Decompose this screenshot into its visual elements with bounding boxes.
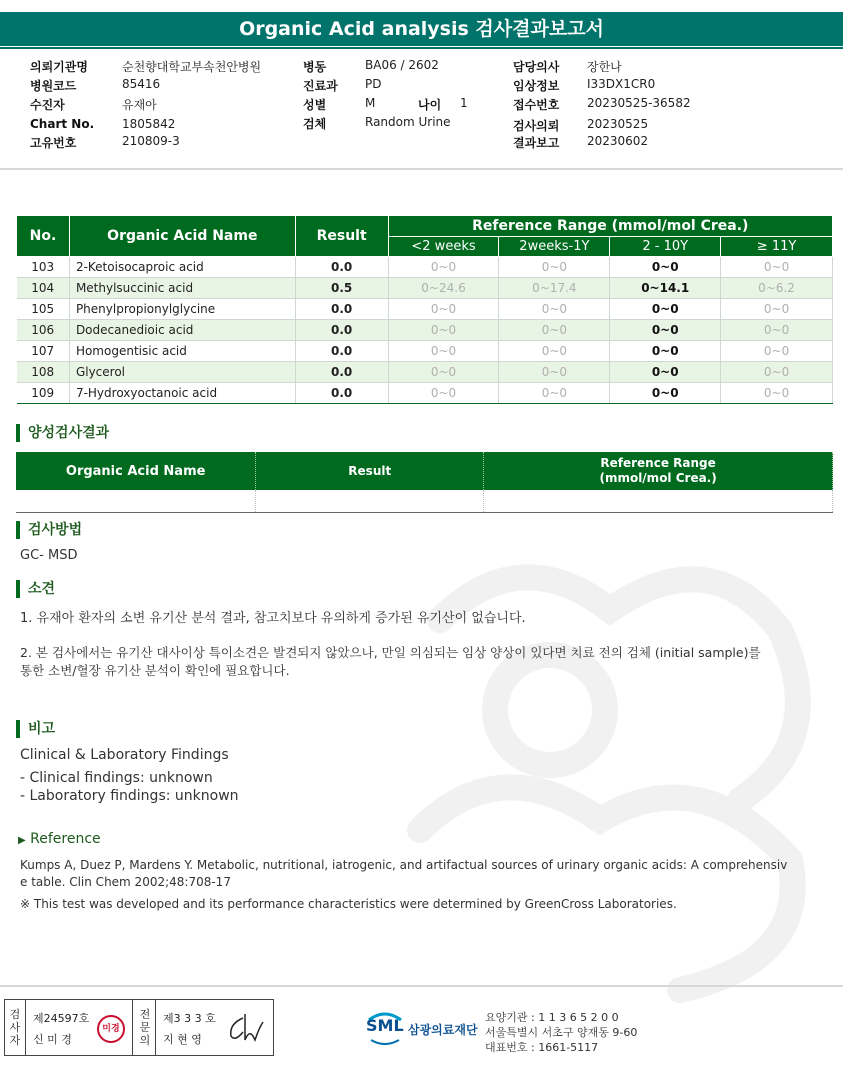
reference-citation-b: e table. Clin Chem 2002;48:708-17 — [20, 875, 231, 889]
examiner-seal — [97, 1015, 125, 1043]
row-ref: 0~0 — [499, 383, 610, 404]
opinion-line1: 1. 유재아 환자의 소변 유기산 분석 결과, 참고치보다 유의하게 증가된 유기산이 없습니다. — [20, 611, 526, 626]
row-ref: 0~0 — [610, 257, 721, 278]
specialist-name: 지 현 영 — [163, 1033, 202, 1046]
phone: 대표번호 : 1661-5117 — [485, 1041, 599, 1054]
row-ref: 0~0 — [610, 341, 721, 362]
row-ref: 0~0 — [610, 362, 721, 383]
row-ref: 0~0 — [499, 341, 610, 362]
footer-separator — [0, 985, 843, 987]
watermark-graphic — [380, 500, 840, 1020]
label-specimen: 검체 — [303, 117, 327, 131]
positive-col-ref-line1: Reference Range — [600, 456, 716, 470]
positive-col-name: Organic Acid Name — [16, 452, 256, 490]
row-name: Methylsuccinic acid — [69, 278, 295, 299]
positive-col-result: Result — [256, 452, 484, 490]
opinion-line2b: 통한 소변/혈장 유기산 분석이 확인에 필요합니다. — [20, 663, 290, 678]
label-ward: 병동 — [303, 60, 327, 74]
row-no: 103 — [17, 257, 70, 278]
remarks-laboratory: - Laboratory findings: unknown — [20, 788, 239, 804]
row-result: 0.0 — [295, 341, 388, 362]
row-name: Homogentisic acid — [69, 341, 295, 362]
triangle-right-icon: ▶ — [18, 835, 26, 846]
table-row — [17, 362, 833, 383]
examiner-no: 제24597호 — [33, 1012, 90, 1025]
col-ref-lt2weeks: <2 weeks — [388, 236, 499, 257]
row-ref: 0~0 — [388, 320, 499, 341]
reference-heading — [18, 831, 101, 847]
remarks-heading: 비고 — [16, 720, 55, 738]
row-ref: 0~0 — [721, 341, 833, 362]
row-name: Phenylpropionylglycine — [69, 299, 295, 320]
reference-heading-label: Reference — [30, 831, 101, 847]
col-no: No. — [17, 216, 70, 257]
label-department: 진료과 — [303, 79, 338, 93]
row-ref: 0~17.4 — [499, 278, 610, 299]
value-institution: 순천향대학교부속천안병원 — [122, 60, 262, 74]
examiner-label — [8, 1008, 22, 1047]
value-specimen: Random Urine — [365, 115, 451, 129]
report-title: Organic Acid analysis 검사결과보고서 — [0, 12, 843, 46]
facility-code: 요양기관 : 1 1 3 6 5 2 0 0 — [485, 1011, 619, 1024]
examiner-label-char: 자 — [9, 1034, 21, 1047]
value-test-request: 20230525 — [587, 117, 649, 131]
value-receipt-no: 20230525-36582 — [587, 96, 691, 110]
row-ref: 0~0 — [610, 383, 721, 404]
label-hospital-code: 병원코드 — [30, 79, 77, 93]
row-ref: 0~0 — [499, 320, 610, 341]
row-ref: 0~0 — [610, 299, 721, 320]
row-result: 0.5 — [295, 278, 388, 299]
value-clinical-info: I33DX1CR0 — [587, 77, 656, 91]
results-table — [16, 215, 833, 404]
col-ref-2weeks-1y: 2weeks-1Y — [499, 236, 610, 257]
positive-col-ref-line2: (mmol/mol Crea.) — [599, 471, 717, 485]
method-text: GC- MSD — [20, 548, 78, 563]
value-chart-no: 1805842 — [122, 117, 176, 131]
row-ref: 0~0 — [499, 257, 610, 278]
col-reference-range: Reference Range (mmol/mol Crea.) — [388, 216, 832, 237]
row-ref: 0~0 — [388, 341, 499, 362]
row-no: 109 — [17, 383, 70, 404]
label-patient: 수진자 — [30, 98, 65, 112]
label-chart-no: Chart No. — [30, 117, 95, 131]
value-ward: BA06 / 2602 — [365, 58, 439, 72]
label-sex: 성별 — [303, 98, 327, 112]
opinion-heading: 소견 — [16, 580, 55, 598]
row-no: 107 — [17, 341, 70, 362]
label-test-request: 검사의뢰 — [513, 119, 560, 133]
row-ref: 0~0 — [721, 257, 833, 278]
table-row — [17, 257, 833, 278]
signature-box — [4, 999, 274, 1056]
value-unique-no: 210809-3 — [122, 134, 180, 148]
label-institution: 의뢰기관명 — [30, 60, 88, 74]
specialist-label — [138, 1008, 152, 1047]
examiner-label-char: 사 — [9, 1021, 21, 1034]
row-ref: 0~0 — [388, 383, 499, 404]
specialist-no: 제3 3 3 호 — [163, 1012, 216, 1025]
row-name: 2-Ketoisocaproic acid — [69, 257, 295, 278]
value-age: 1 — [460, 96, 468, 110]
row-ref: 0~0 — [499, 362, 610, 383]
org-name: 삼광의료재단 — [408, 1023, 478, 1037]
row-no: 108 — [17, 362, 70, 383]
col-organic-acid-name: Organic Acid Name — [69, 216, 295, 257]
table-row — [17, 383, 833, 404]
row-name: 7-Hydroxyoctanoic acid — [69, 383, 295, 404]
col-ref-ge11y: ≥ 11Y — [721, 236, 833, 257]
address: 서울특별시 서초구 양재동 9-60 — [485, 1026, 638, 1039]
examiner-label-char: 검 — [9, 1008, 21, 1021]
label-unique-no: 고유번호 — [30, 136, 77, 150]
table-row — [17, 320, 833, 341]
opinion-line2a: 2. 본 검사에서는 유기산 대사이상 특이소견은 발견되지 않았으나, 만일 의심되는 임상 양상이 있다면 치료 전의 검체 (initial sample)를 — [20, 645, 761, 660]
reference-citation-a: Kumps A, Duez P, Mardens Y. Metabolic, nutritional, iatrogenic, and artifactual sources of urinary organic acids: A comprehensiv — [20, 858, 788, 872]
row-result: 0.0 — [295, 320, 388, 341]
value-sex: M — [365, 96, 376, 110]
label-result-report: 결과보고 — [513, 136, 560, 150]
value-result-report: 20230602 — [587, 134, 649, 148]
row-ref: 0~0 — [721, 362, 833, 383]
remarks-title: Clinical & Laboratory Findings — [20, 747, 229, 763]
row-ref: 0~0 — [721, 299, 833, 320]
table-row — [17, 278, 833, 299]
label-clinical-info: 임상정보 — [513, 79, 560, 93]
row-ref: 0~0 — [610, 320, 721, 341]
table-row — [17, 299, 833, 320]
value-hospital-code: 85416 — [122, 77, 161, 91]
value-patient: 유재아 — [122, 98, 157, 112]
positive-col-ref — [484, 452, 833, 490]
row-ref: 0~0 — [388, 257, 499, 278]
col-result: Result — [295, 216, 388, 257]
col-ref-2-10y: 2 - 10Y — [610, 236, 721, 257]
row-result: 0.0 — [295, 257, 388, 278]
method-heading: 검사방법 — [16, 521, 82, 539]
row-ref: 0~0 — [721, 383, 833, 404]
row-name: Dodecanedioic acid — [69, 320, 295, 341]
row-ref: 0~0 — [388, 362, 499, 383]
table-row — [17, 341, 833, 362]
specialist-label-char: 의 — [139, 1034, 151, 1047]
row-no: 106 — [17, 320, 70, 341]
examiner-name: 신 미 경 — [33, 1033, 72, 1046]
row-ref: 0~14.1 — [610, 278, 721, 299]
row-result: 0.0 — [295, 383, 388, 404]
row-ref: 0~24.6 — [388, 278, 499, 299]
value-doctor: 장한나 — [587, 60, 622, 74]
row-ref: 0~6.2 — [721, 278, 833, 299]
row-ref: 0~0 — [388, 299, 499, 320]
specialist-signature — [223, 1010, 267, 1046]
value-department: PD — [365, 77, 382, 91]
positive-results-table — [16, 452, 833, 513]
remarks-clinical: - Clinical findings: unknown — [20, 770, 213, 786]
specialist-label-char: 전 — [139, 1008, 151, 1021]
row-result: 0.0 — [295, 299, 388, 320]
seal-text: 미경 — [102, 1024, 120, 1034]
row-no: 104 — [17, 278, 70, 299]
specialist-label-char: 문 — [139, 1021, 151, 1034]
logo-text: SML — [366, 1016, 404, 1035]
label-age: 나이 — [418, 98, 442, 112]
row-result: 0.0 — [295, 362, 388, 383]
title-underline — [0, 47, 843, 49]
row-ref: 0~0 — [721, 320, 833, 341]
positive-empty-row — [16, 490, 833, 513]
label-receipt-no: 접수번호 — [513, 98, 560, 112]
label-doctor: 담당의사 — [513, 60, 560, 74]
row-no: 105 — [17, 299, 70, 320]
row-name: Glycerol — [69, 362, 295, 383]
header-separator — [0, 168, 843, 170]
row-ref: 0~0 — [499, 299, 610, 320]
reference-note: ※ This test was developed and its performance characteristics were determined by GreenCross Laboratories. — [20, 897, 677, 911]
positive-heading: 양성검사결과 — [16, 424, 109, 442]
